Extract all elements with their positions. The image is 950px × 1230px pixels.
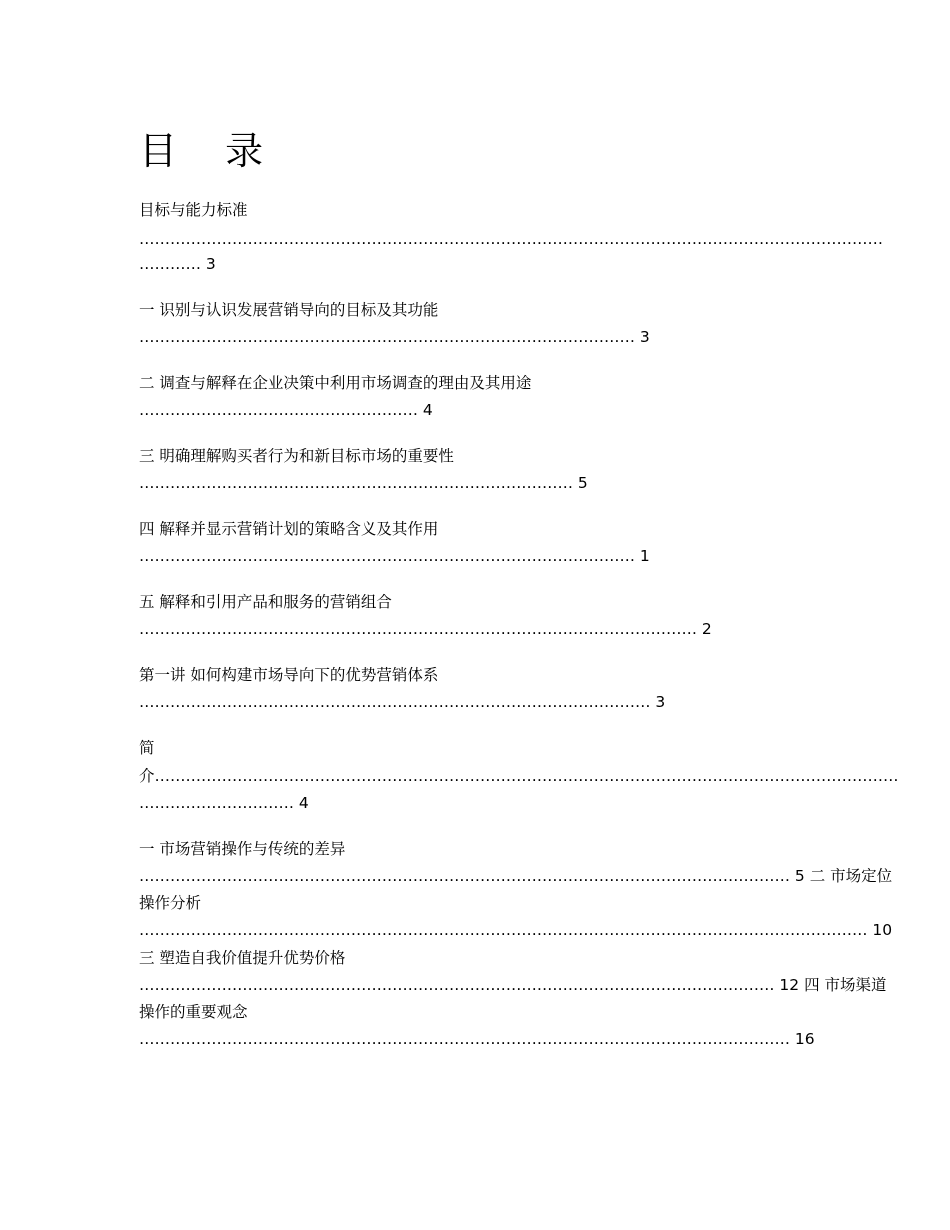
toc-entry-leader: ………………………………………………………………………… 5 — [139, 474, 588, 492]
toc-entry-heading: 操作的重要观念 — [139, 1003, 248, 1021]
toc-entry-leader: …………………………………………………………………………………………………………………………… 10 — [139, 921, 893, 939]
toc-entry-leader: ……………………………………………………………………………………… 3 — [139, 693, 666, 711]
toc-entry-page: ………………………… 4 — [139, 794, 309, 812]
toc-entry-heading: 四 解释并显示营销计划的策略含义及其作用 — [139, 520, 439, 538]
toc-entry-heading: 目标与能力标准 — [139, 201, 248, 219]
toc-entry-heading: 一 识别与认识发展营销导向的目标及其功能 — [139, 301, 439, 319]
toc-entry-leader: 介……………………………………………………………………………………………………………………………… — [139, 767, 899, 785]
toc-entry-heading: 一 市场营销操作与传统的差异 — [139, 840, 346, 858]
toc-entry-leader: ……………………………………………… 4 — [139, 401, 433, 419]
toc-entry-heading: 五 解释和引用产品和服务的营销组合 — [139, 593, 392, 611]
toc-entry-leader: ……………………………………………………………………………………………………………………………… — [139, 230, 883, 248]
toc-entry-leader: ……………………………………………………………………………………………………………… 16 — [139, 1030, 815, 1048]
toc-entry-heading: 二 调查与解释在企业决策中利用市场调查的理由及其用途 — [139, 374, 532, 392]
toc-entry-heading: 三 塑造自我价值提升优势价格 — [139, 949, 346, 967]
toc-entry-page: ………… 3 — [139, 255, 216, 273]
page-title: 目 录 — [139, 129, 282, 173]
toc-entry-leader: …………………………………………………………………………………………………………… 12 四 市场渠道 — [139, 976, 887, 994]
toc-entry-leader: …………………………………………………………………………………… 1 — [139, 547, 650, 565]
toc-entry-leader: …………………………………………………………………………………… 3 — [139, 328, 650, 346]
toc-entry-heading: 简 — [139, 739, 155, 757]
toc-entry-heading: 三 明确理解购买者行为和新目标市场的重要性 — [139, 447, 454, 465]
toc-entry-heading: 操作分析 — [139, 894, 202, 912]
toc-entry-leader: ……………………………………………………………………………………………………………… 5 二 市场定位 — [139, 867, 893, 885]
toc-entry-heading: 第一讲 如何构建市场导向下的优势营销体系 — [139, 666, 439, 684]
toc-entry-leader: ……………………………………………………………………………………………… 2 — [139, 620, 712, 638]
